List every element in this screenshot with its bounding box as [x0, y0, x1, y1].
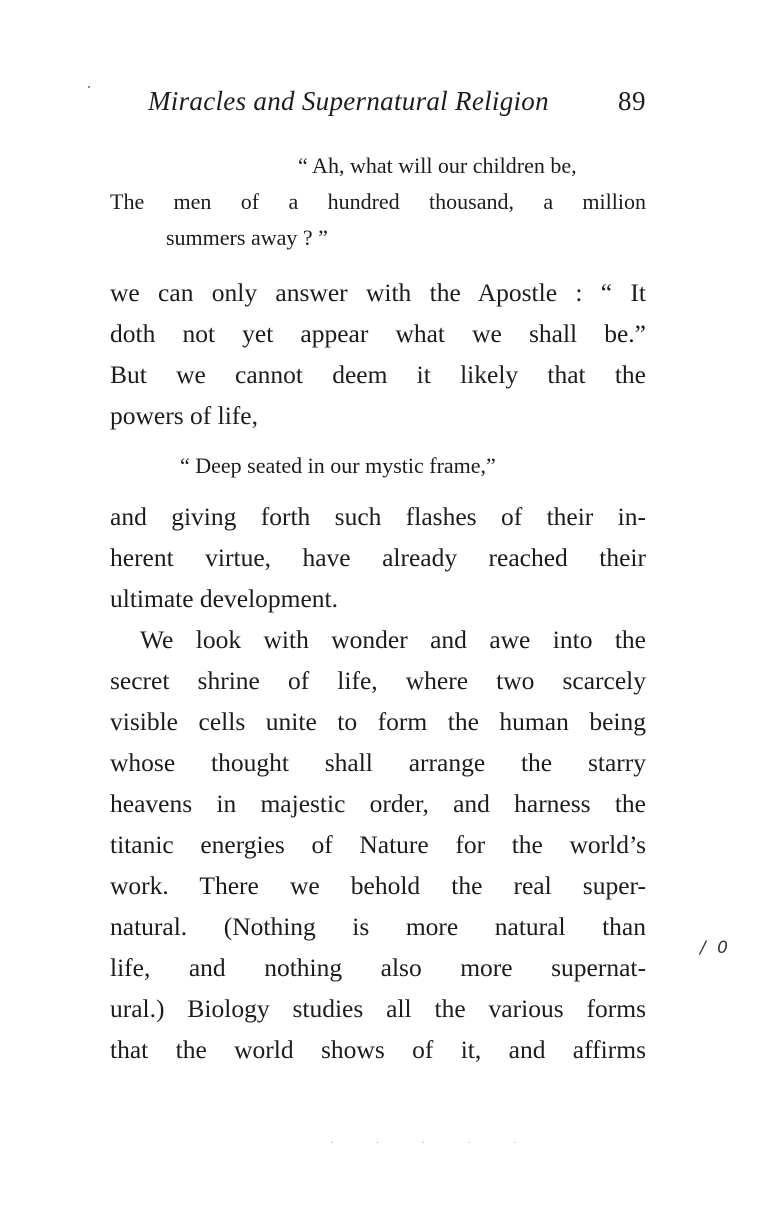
page-number: 89: [618, 86, 646, 116]
margin-annotation: / 0: [700, 938, 731, 958]
text-line: secret shrine of life, where two scarcely: [110, 666, 646, 695]
paragraph: [110, 272, 646, 436]
text-line: natural. (Nothing is more natural than: [110, 912, 646, 941]
verse-line: “ Ah, what will our children be,: [298, 153, 577, 178]
verse-quotation: [110, 148, 646, 256]
text-line: work. There we behold the real super-: [110, 871, 646, 900]
text-line: and giving forth such flashes of their in-: [110, 502, 646, 531]
inline-quotation: “ Deep seated in our mystic frame,”: [180, 453, 496, 478]
verse-line: summers away ? ”: [166, 225, 328, 250]
ink-speck: [88, 86, 90, 88]
text-line: doth not yet appear what we shall be.”: [110, 319, 646, 348]
paragraph: [110, 619, 646, 1070]
faint-marks: · · · · ·: [330, 1138, 537, 1149]
verse-line: The men of a hundred thousand, a million: [110, 189, 646, 214]
running-title: Miracles and Supernatural Religion: [148, 86, 549, 116]
text-line: titanic energies of Nature for the world’s: [110, 830, 646, 859]
text-line: ural.) Biology studies all the various forms: [110, 994, 646, 1023]
text-line: We look with wonder and awe into the: [140, 625, 646, 654]
text-line: herent virtue, have already reached their: [110, 543, 646, 572]
running-header: [110, 86, 646, 132]
text-line: life, and nothing also more supernat-: [110, 953, 646, 982]
text-line: But we cannot deem it likely that the: [110, 360, 646, 389]
paragraph: [110, 496, 646, 619]
text-line: we can only answer with the Apostle : “ It: [110, 278, 646, 307]
text-line: visible cells unite to form the human being: [110, 707, 646, 736]
book-page: [110, 86, 646, 1070]
text-line: that the world shows of it, and affirms: [110, 1035, 646, 1064]
text-line: whose thought shall arrange the starry: [110, 748, 646, 777]
text-line: ultimate development.: [110, 584, 339, 613]
text-line: heavens in majestic order, and harness the: [110, 789, 646, 818]
text-line: powers of life,: [110, 401, 258, 430]
